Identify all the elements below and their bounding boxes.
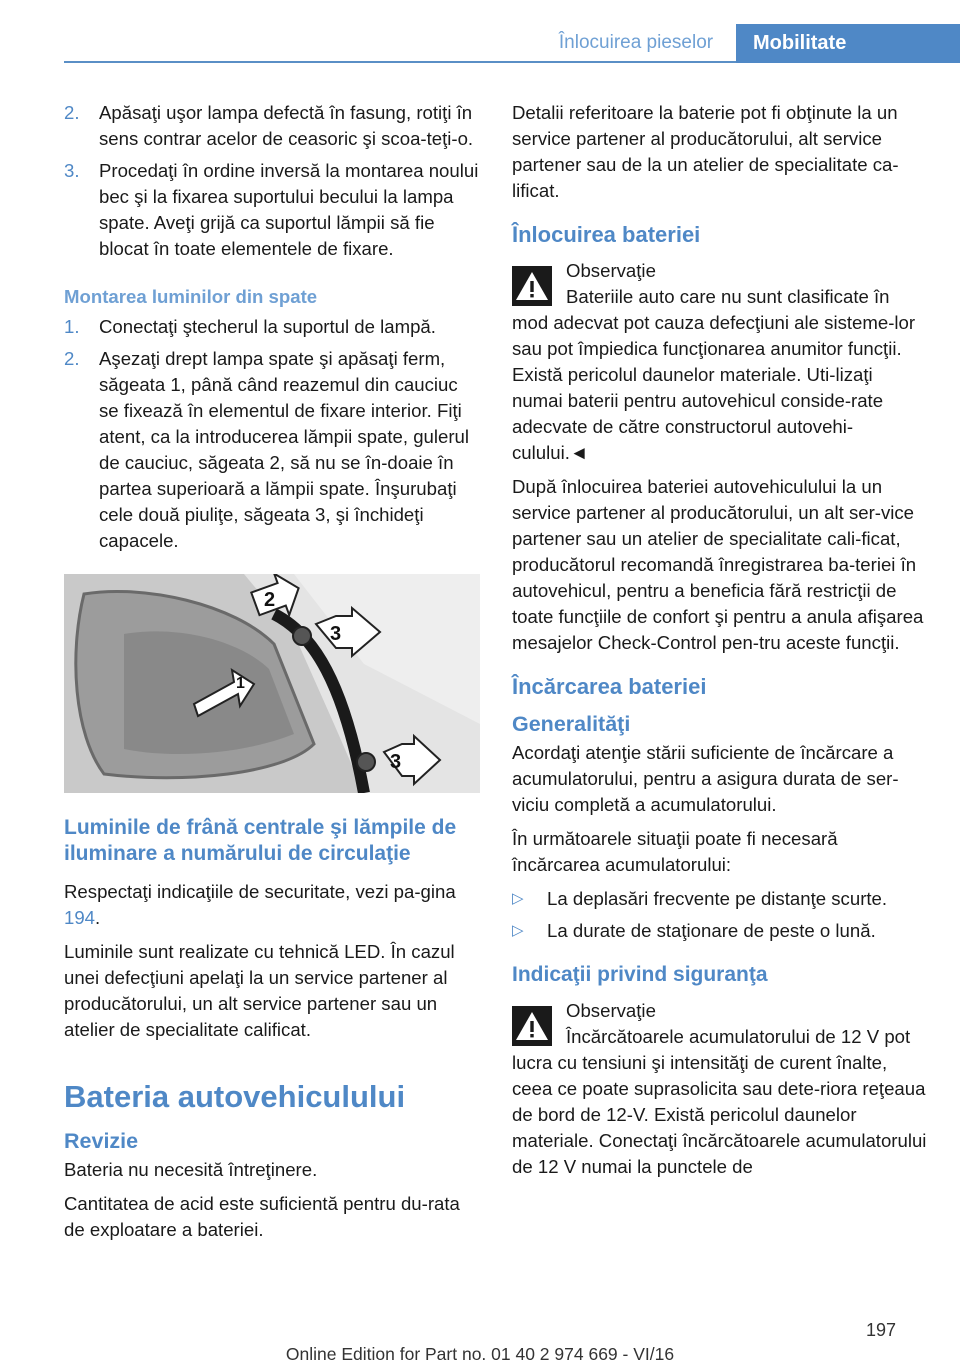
page-reference-link[interactable]: 194 [64,907,96,928]
list-item [64,100,482,152]
mount-heading: Montarea luminilor din spate [64,286,318,307]
brake-lights-heading: Luminile de frână centrale şi lămpile de iluminare a numărului de circulaţie [64,816,457,865]
figure-callout: 1 [236,675,245,692]
list-item [512,918,928,944]
general-heading: Generalităţi [512,712,631,736]
figure-callout: 3 [390,751,402,773]
bullet-text: La deplasări frecvente pe distanţe scurte. [547,888,888,909]
left-column [64,100,482,1251]
brake-safety-paragraph [64,879,482,931]
step-number: 3. [64,160,80,181]
general-paragraph-1: Acordaţi atenţie stării suficiente de încărcare a acumulatorului, pentru a asigura durata de ser‐viciu completă a acumulatorului. [512,742,899,815]
figure-callout: 3 [330,623,342,645]
triangle-bullet-icon: ▷ [512,922,524,939]
list-item [64,314,482,340]
replace-battery-heading: Înlocuirea bateriei [512,222,701,247]
revision-paragraph-2: Cantitatea de acid este suficientă pentru du‐rata de exploatare a bateriei. [64,1193,460,1240]
general-paragraph-2: În următoarele situaţii poate fi necesară încărcarea acumulatorului: [512,828,838,875]
figure-callout: 2 [264,589,276,611]
revision-paragraph-1: Bateria nu necesită întreţinere. [64,1159,318,1180]
warning-title: Observaţie [566,1000,656,1021]
list-item [512,886,928,912]
revision-heading: Revizie [64,1129,139,1153]
warning-box [512,258,928,304]
warning-text: Bateriile auto care nu sunt clasificate în mod adecvat pot cauza defecţiuni ale sisteme‐lor sau pot împiedica funcţionarea anumitor funcţii. Există pericolul daunelor materiale. Uti‐lizaţi numai baterii pentru autovehicul conside‐rate adecvate de către constructorul autovehi‐culului.◄ [512,286,916,463]
bullet-text: La durate de staţionare de peste o lună. [547,920,876,941]
step-text: Aşezaţi drept lampa spate şi apăsaţi ferm, săgeata 1, până când reazemul din cauciuc se fixează în elementul de fixare interior. Fiţi atent, ca la introducerea lămpii spate, gulerul de cauciuc, săgeata 2, să nu se în‐doaie în partea superioară a lămpii spate. Înşurubaţi cele două piuliţe, săgeata 3, şi închideţi capacele. [99,348,470,551]
warning-text: Încărcătoarele acumulatorului de 12 V pot lucra cu tensiuni şi intensităţi de curent înalte, ceea ce poate suprasolicita sau dete‐riora reţeaua de bord de 12-V. Există pericolul daunelor materiale. Conectaţi încărcătoarele acumulatorului de 12 V numai la punctele de [512,1026,927,1177]
brake-led-paragraph: Luminile sunt realizate cu tehnică LED. În cazul unei defecţiuni apelaţi la un service partener al producătorului, un alt service partener sau un atelier de specialitate calificat. [64,941,455,1040]
warning-icon [512,1006,552,1046]
safety-heading: Indicaţii privind siguranţa [512,963,768,986]
list-item [64,346,482,554]
tail-lamp-figure [64,574,480,793]
replace-battery-paragraph: După înlocuirea bateriei autovehiculului la un service partener al producătorului, un alt ser‐vice partener sau un atelier de specialitate cali‐ficat, producătorul recomandă înregistrarea ba‐teriei în autovehicul, pentru a beneficia fără restricţii de toate funcţiile de confort şi pentru a anula afişarea mesajelor Check-Control pen‐tru aceste funcţii. [512,476,924,653]
steps-list-b [64,314,482,554]
step-number: 2. [64,348,80,369]
step-text: Apăsaţi uşor lampa defectă în fasung, rotiţi în sens contrar acelor de ceasoric şi scoa‐teţi-o. [99,102,474,149]
warning-title: Observaţie [566,260,656,281]
charge-situations-list [512,886,928,944]
tail-lamp-illustration [64,574,480,793]
page-number: 197 [865,1320,896,1340]
list-item [64,158,482,262]
footer-edition: Online Edition for Part no. 01 40 2 974 669 - VI/16 [285,1344,675,1364]
brake-p1-end: . [95,907,101,928]
warning-box [512,998,928,1044]
header-section-title: Înlocuirea pieselor [558,32,714,53]
right-column [512,100,928,1188]
step-text: Conectaţi ştecherul la suportul de lampă. [99,316,436,337]
steps-list-a [64,100,482,262]
warning-icon [512,266,552,306]
triangle-bullet-icon: ▷ [512,890,524,907]
battery-title: Bateria autovehiculului [64,1079,406,1114]
step-number: 1. [64,316,80,337]
step-number: 2. [64,102,80,123]
header-chapter-tab: Mobilitate [736,24,960,63]
brake-p1-text: Respectaţi indicaţiile de securitate, vezi pa‐gina [64,881,456,902]
charge-battery-heading: Încărcarea bateriei [512,674,707,699]
step-text: Procedaţi în ordine inversă la montarea noului bec şi la fixarea suportului becului la lampa spate. Aveţi grijă ca suportul lămpii să fie blocat în toate elementele de fixare. [99,160,479,259]
battery-details-paragraph: Detalii referitoare la baterie pot fi obţinute la un service partener al producătorului, alt service partener sau de la un atelier de specialitate ca‐lificat. [512,102,899,201]
